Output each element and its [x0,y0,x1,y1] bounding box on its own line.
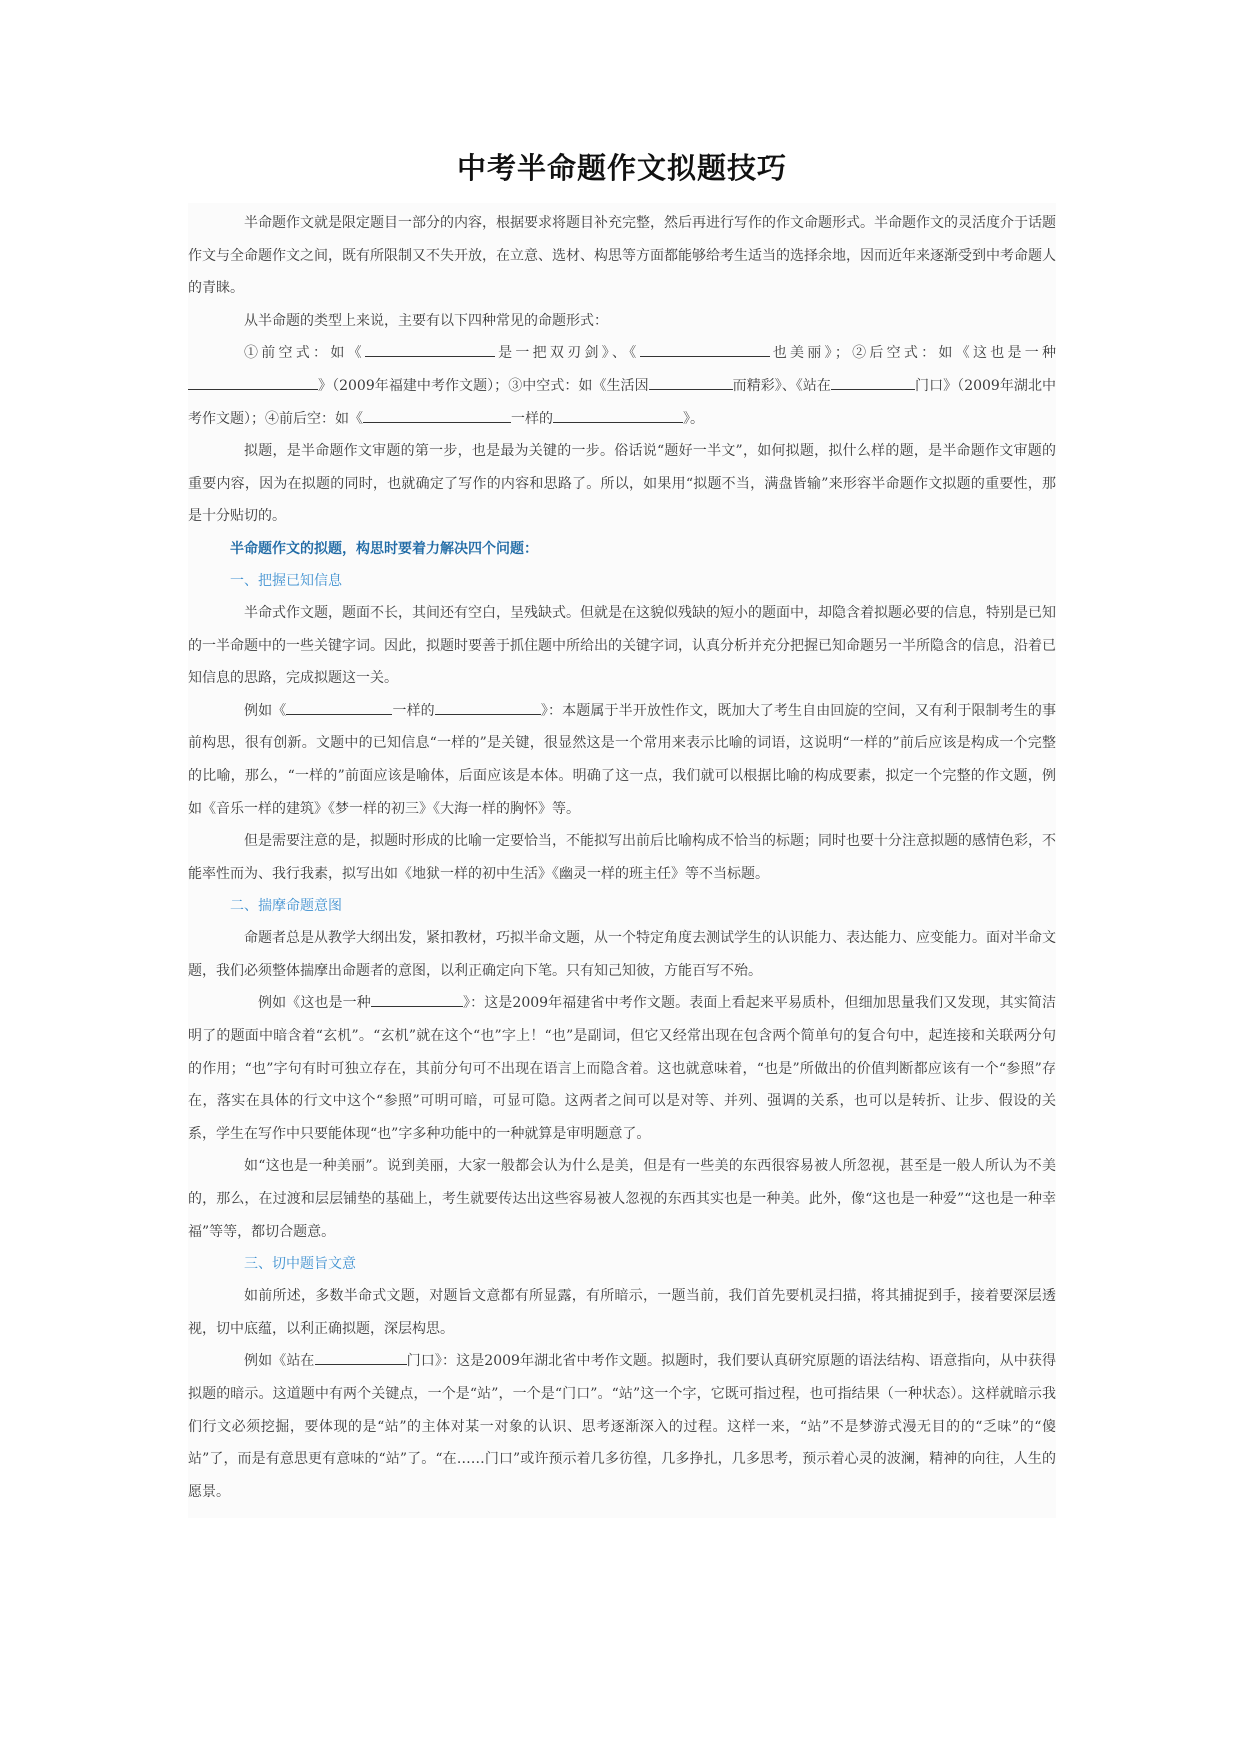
blank-line [188,374,318,390]
blank-line [640,341,770,357]
section-2-heading: 二、揣摩命题意图 [230,898,342,915]
section-1-paragraph-3: 但是需要注意的是，拟题时形成的比喻一定要恰当，不能拟写出前后比喻构成不恰当的标题；同时也要十分注意拟题的感情色彩，不能率性而为、我行我素，拟写出如《地狱一样的初中生活》《幽灵一样的班主任》等不当标题。 [188,833,1056,882]
document-page [188,150,1056,1518]
section-2-paragraph-3: 如“这也是一种美丽”。说到美丽，大家一般都会认为什么是美，但是有一些美的东西很容易被人所忽视，甚至是一般人所认为不美的，那么，在过渡和层层铺垫的基础上，考生就要传达出这些容易被人忽视的东西其实也是一种美。此外，像“这也是一种爱”“这也是一种幸福”等等，都切合题意。 [188,1158,1056,1240]
blank-line [365,341,495,357]
section-2-paragraph-1: 命题者总是从教学大纲出发，紧扣教材，巧拟半命文题，从一个特定角度去测试学生的认识能力、表达能力、应变能力。面对半命文题，我们必须整体揣摩出命题者的意图，以利正确定向下笔。只有知己知彼，方能百写不殆。 [188,930,1056,979]
blank-line [371,991,463,1007]
section-1-heading: 一、把握已知信息 [230,572,342,589]
blank-line [435,699,541,715]
blank-line [363,407,511,423]
intro-paragraph-1: 半命题作文就是限定题目一部分的内容，根据要求将题目补充完整，然后再进行写作的作文命题形式。半命题作文的灵活度介于话题作文与全命题作文之间，既有所限制又不失开放，在立意、选材、构思等方面都能够给考生适当的选择余地，因而近年来逐渐受到中考命题人的青睐。 [188,215,1056,297]
section-1-paragraph-1: 半命式作文题，题面不长，其间还有空白，呈残缺式。但就是在这貌似残缺的短小的题面中，却隐含着拟题必要的信息，特别是已知的一半命题中的一些关键字词。因此，拟题时要善于抓住题中所给出的关键字词，认真分析并充分把握已知命题另一半所隐含的信息，沿着已知信息的思路，完成拟题这一关。 [188,604,1056,687]
blank-line [649,374,733,390]
blank-line [315,1349,407,1365]
section-3-paragraph-1: 如前所述，多数半命式文题，对题旨文意都有所显露，有所暗示，一题当前，我们首先要机灵扫描，将其捕捉到手，接着要深层透视，切中底蕴，以利正确拟题，深层构思。 [188,1288,1056,1337]
section-3-heading: 三、切中题旨文意 [244,1256,356,1273]
section-2-example: 例如《这也是一种 》：这是2009年福建省中考作文题。表面上看起来平易质朴，但细加思量我们又发现，其实简洁明了的题面中暗含着“玄机”。“玄机”就在这个“也”字上！“也”是副词，但它又经常出现在包含两个简单句的复合句中，起连接和关联两分句的作用；“也”字句有时可独立存在，其前分句可不出现在语言上而隐含着。这也就意味着，“也是”所做出的价值判断都应该有一个“参照”存在，落实在具体的行文中这个“参照”可明可暗，可显可隐。这两者之间可以是对等、并列、强调的关系，也可以是转折、让步、假设的关系，学生在写作中只要能体现“也”字多种功能中的一种就算是审明题意了。 [188,987,1056,1150]
blank-line [831,374,915,390]
intro-paragraph-2: 从半命题的类型上来说，主要有以下四种常见的命题形式： [244,312,608,329]
document-title: 中考半命题作文拟题技巧 [456,151,787,185]
section-1-example: 例如《 一样的 》：本题属于半开放性作文，既加大了考生自由回旋的空间，又有利于限制考生的事前构思，很有创新。文题中的已知信息“一样的”是关键，很显然这是一个常用来表示比喻的词语，这说明“一样的”前后应该是构成一个完整的比喻，那么，“一样的”前面应该是喻体，后面应该是本体。明确了这一点，我们就可以根据比喻的构成要素，拟定一个完整的作文题，例如《音乐一样的建筑》《梦一样的初三》《大海一样的胸怀》等。 [188,695,1056,825]
forms-paragraph: ①前空式：如《 是一把双刃剑》、《 也美丽》；②后空式：如《这也是一种》（2009年福建中考作文题）；③中空式：如《生活因 而精彩》、《站在 门口》（2009年湖北中考作文题）；④前后空：如《 一样的 》。 [188,337,1056,435]
article-body [188,203,1056,1518]
key-questions-heading: 半命题作文的拟题，构思时要着力解决四个问题： [230,540,538,557]
blank-line [286,699,392,715]
blank-line [553,407,683,423]
section-3-example: 例如《站在 门口》：这是2009年湖北省中考作文题。拟题时，我们要认真研究原题的语法结构、语意指向，从中获得拟题的暗示。这道题中有两个关键点，一个是“站”，一个是“门口”。“站”这一个字，它既可指过程，也可指结果（一种状态）。这样就暗示我们行文必须挖掘，要体现的是“站”的主体对某一对象的认识、思考逐渐深入的过程。这样一来，“站”不是梦游式漫无目的的“乏味”的“傻站”了，而是有意思更有意味的“站”了。“在……门口”或许预示着几多彷徨，几多挣扎，几多思考，预示着心灵的波澜，精神的向往，人生的愿景。 [188,1345,1056,1508]
intro-paragraph-4: 拟题，是半命题作文审题的第一步，也是最为关键的一步。俗话说“题好一半文”，如何拟题，拟什么样的题，是半命题作文审题的重要内容，因为在拟题的同时，也就确定了写作的内容和思路了。所以，如果用“拟题不当，满盘皆输”来形容半命题作文拟题的重要性，那是十分贴切的。 [188,443,1056,525]
